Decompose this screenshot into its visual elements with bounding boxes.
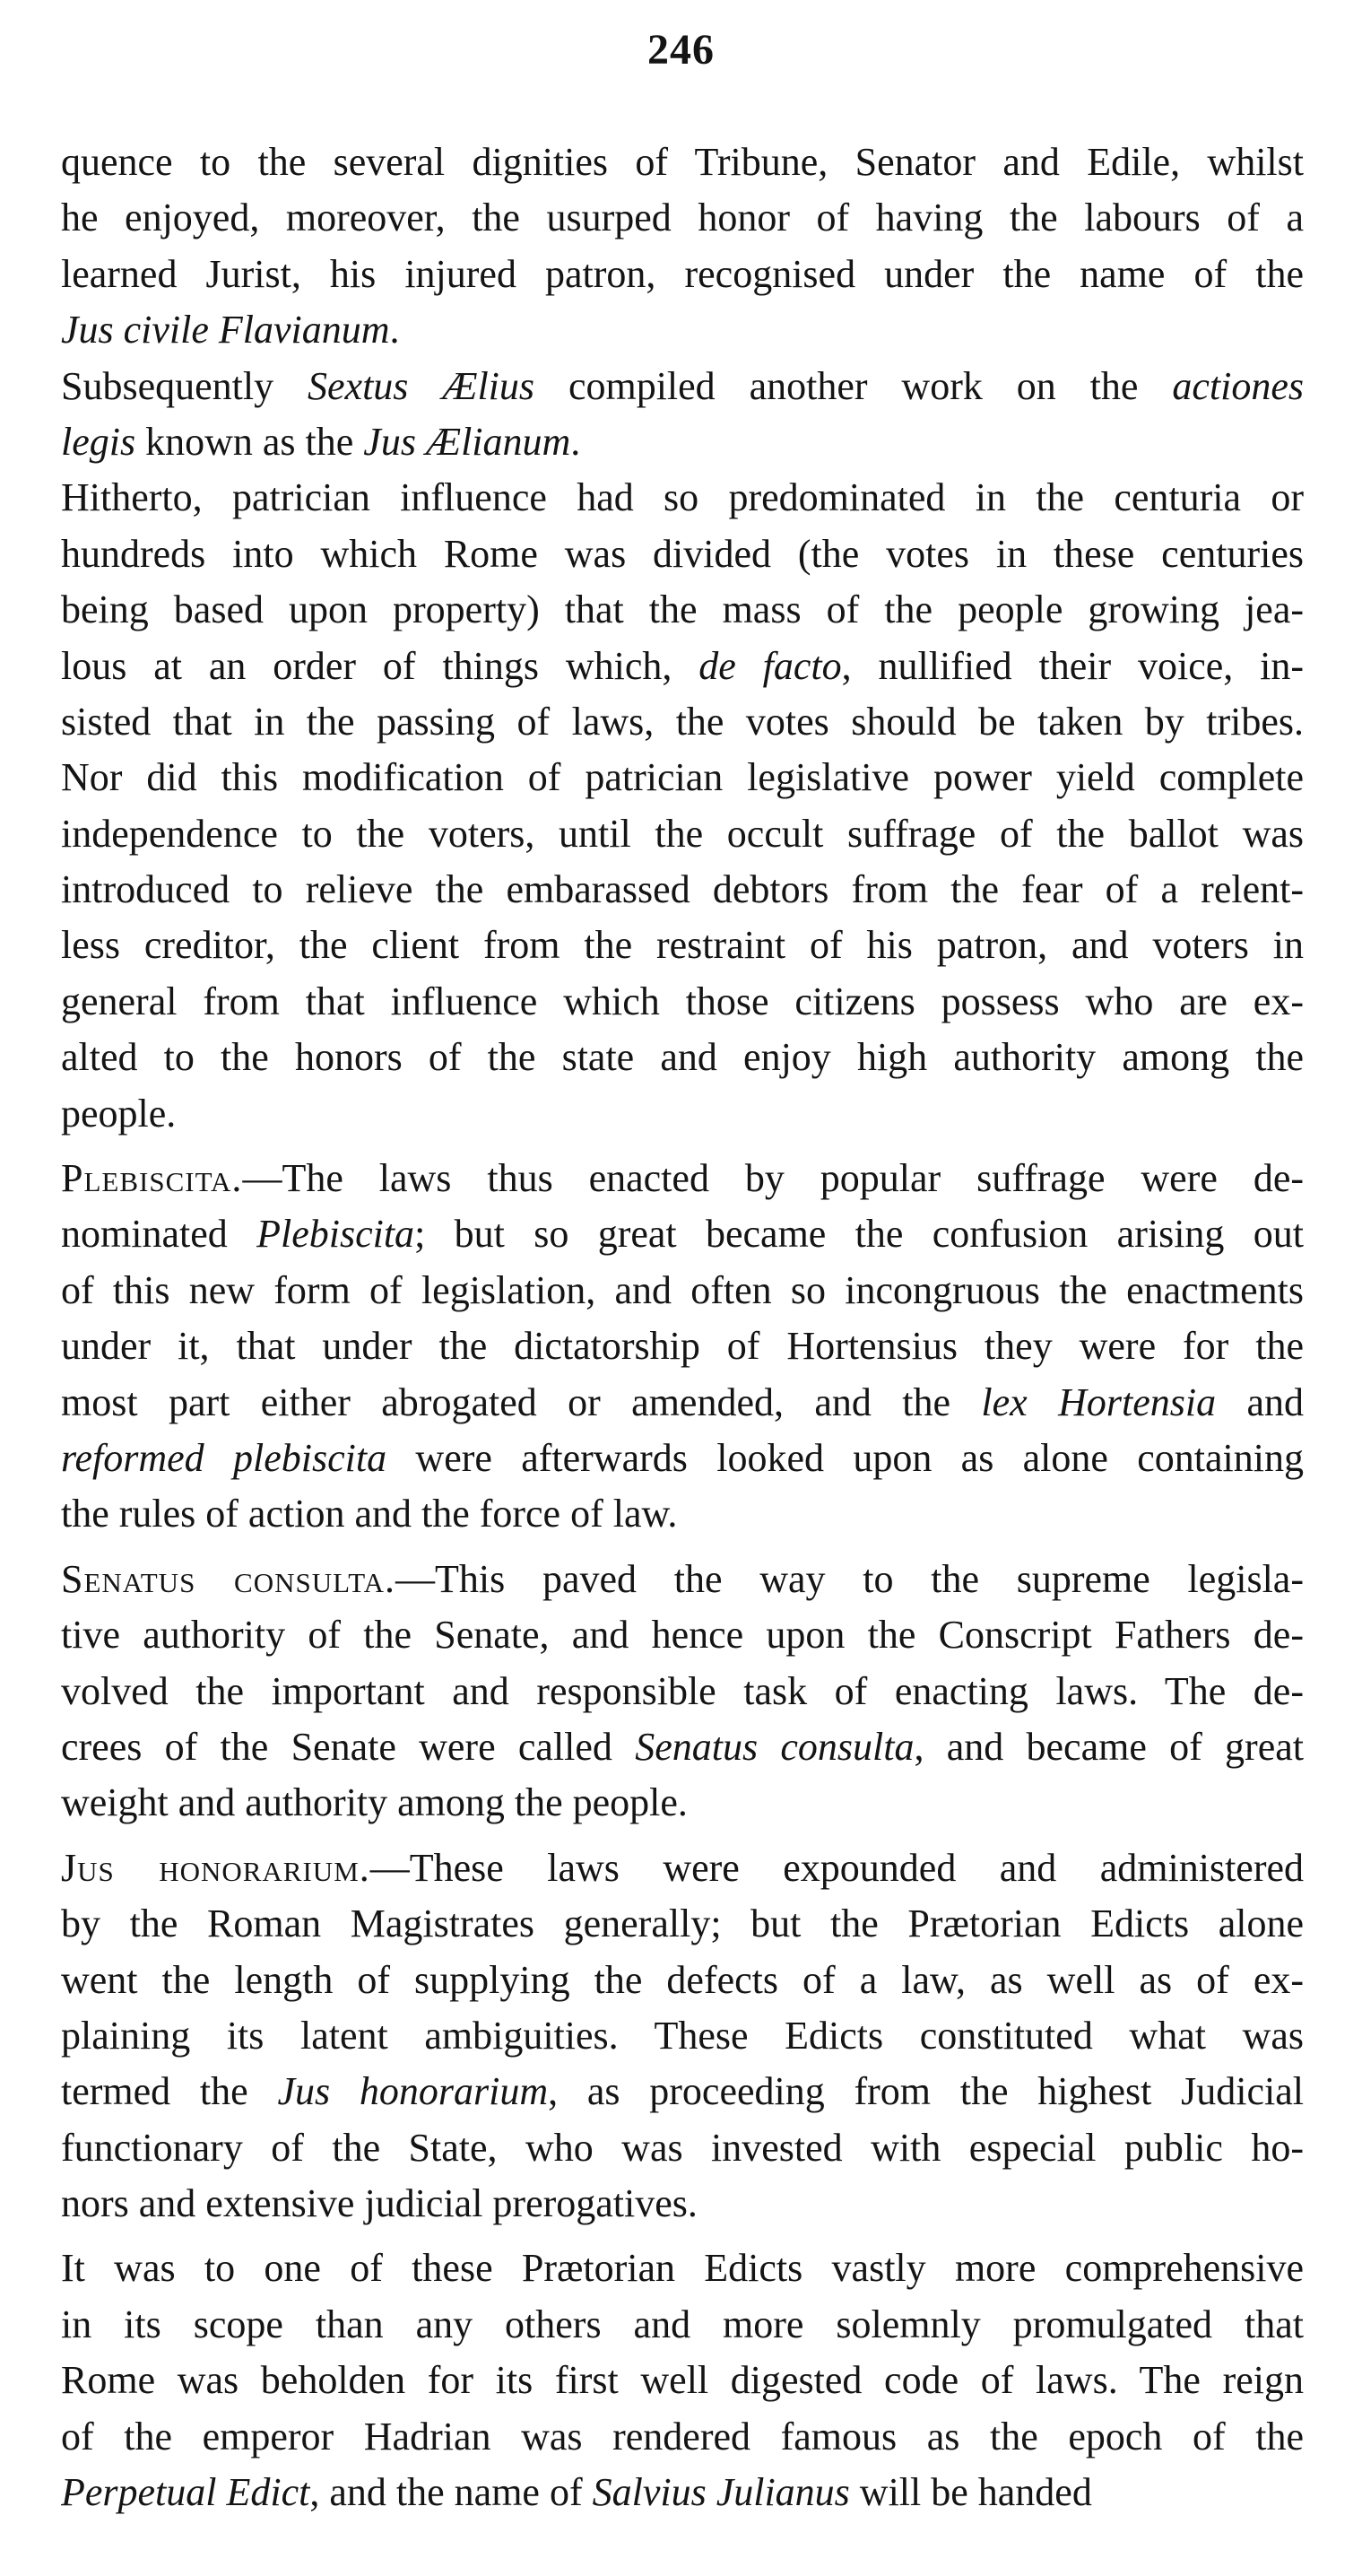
text-segment: —This paved the way to the supreme legisla- <box>395 1556 1304 1601</box>
italic-text: legis <box>61 419 136 464</box>
text-line <box>61 2409 1304 2465</box>
text-segment: volved the important and responsible task of enacting laws. The de- <box>61 1668 1304 1713</box>
italic-text: Senatus consulta <box>635 1724 915 1769</box>
section-heading: Jus honorarium. <box>61 1845 370 1890</box>
section-heading: Plebiscita. <box>61 1156 243 1201</box>
text-line <box>61 2120 1304 2176</box>
text-line <box>61 2241 1304 2296</box>
section-heading: Senatus consulta. <box>61 1556 396 1601</box>
text-line <box>61 2353 1304 2408</box>
italic-text: de facto <box>698 643 842 688</box>
text-line <box>61 582 1304 638</box>
paragraph-gap <box>61 1543 1304 1552</box>
text-segment: , and the name of <box>309 2470 593 2515</box>
text-line <box>61 1318 1304 1374</box>
paragraph-honorarium <box>61 1841 1304 2232</box>
text-line <box>61 1552 1304 1607</box>
text-line <box>61 862 1304 918</box>
text-segment: nors and extensive judicial prerogatives. <box>61 2181 698 2226</box>
text-segment: people. <box>61 1091 177 1136</box>
text-line <box>61 918 1304 973</box>
text-segment: learned Jurist, his injured patron, recognised under the name of the <box>61 251 1304 296</box>
text-segment: went the length of supplying the defects of a law, as well as of ex- <box>61 1957 1304 2002</box>
text-segment: termed the <box>61 2069 278 2114</box>
text-line <box>61 135 1304 190</box>
text-segment: plaining its latent ambiguities. These Edicts constituted what was <box>61 2013 1304 2058</box>
text-line <box>61 302 1304 358</box>
text-segment: sisted that in the passing of laws, the votes should be taken by tribes. <box>61 699 1304 744</box>
text-line <box>61 414 1304 470</box>
text-segment: Rome was beholden for its first well digested code of laws. The reign <box>61 2358 1304 2403</box>
text-line <box>61 1431 1304 1486</box>
text-segment: being based upon property) that the mass of the people growing jea- <box>61 587 1304 632</box>
text-line <box>61 190 1304 246</box>
text-line <box>61 1030 1304 1085</box>
text-line <box>61 2064 1304 2119</box>
italic-text: reformed plebiscita <box>61 1435 387 1480</box>
text-line <box>61 806 1304 862</box>
paragraph-edict <box>61 2241 1304 2520</box>
text-segment: under it, that under the dictatorship of Hortensius they were for the <box>61 1324 1304 1369</box>
text-segment: alted to the honors of the state and enjoy high authority among the <box>61 1035 1304 1080</box>
text-segment: and <box>1216 1379 1304 1424</box>
text-line <box>61 1719 1304 1775</box>
italic-text: Jus Ælianum <box>363 419 571 464</box>
text-segment: crees of the Senate were called <box>61 1724 636 1769</box>
italic-text: Salvius Julianus <box>592 2470 850 2515</box>
text-line <box>61 1086 1304 1142</box>
text-line <box>61 1375 1304 1431</box>
text-segment: Subsequently <box>61 363 308 408</box>
text-segment: lous at an order of things which, <box>61 643 699 688</box>
text-segment: introduced to relieve the embarassed debtors from the fear of a relent- <box>61 867 1304 912</box>
text-segment: —These laws were expounded and administered <box>369 1845 1304 1890</box>
italic-text: Jus civile Flavianum <box>61 308 390 352</box>
page-number: 246 <box>647 26 715 74</box>
text-segment: . <box>570 419 581 464</box>
italic-text: Sextus Ælius <box>308 363 535 408</box>
text-segment: will be handed <box>849 2470 1092 2515</box>
paragraph-gap <box>61 1142 1304 1151</box>
italic-text: actiones <box>1172 363 1304 408</box>
text-segment: by the Roman Magistrates generally; but the Prætorian Edicts alone <box>61 1902 1304 1946</box>
italic-text: lex Hortensia <box>981 1379 1217 1424</box>
text-segment: the rules of action and the force of law. <box>61 1492 678 1536</box>
text-segment: of this new form of legislation, and often so incongruous the enactments <box>61 1267 1304 1312</box>
text-segment: most part either abrogated or amended, and the <box>61 1379 982 1424</box>
text-line <box>61 694 1304 750</box>
italic-text: Jus honorarium <box>277 2069 549 2114</box>
text-line <box>61 1486 1304 1542</box>
paragraph-gap <box>61 1832 1304 1841</box>
text-segment: , as proceeding from the highest Judicial <box>548 2069 1304 2114</box>
text-segment: general from that influence which those citizens possess who are ex- <box>61 979 1304 1023</box>
text-line <box>61 2465 1304 2520</box>
text-segment: known as the <box>135 419 364 464</box>
paragraph-plebiscita <box>61 1151 1304 1543</box>
text-segment: nominated <box>61 1212 257 1257</box>
text-segment: . <box>389 308 400 352</box>
text-line <box>61 2176 1304 2232</box>
paragraph-senatus <box>61 1552 1304 1832</box>
text-segment: of the emperor Hadrian was rendered famous as the epoch of the <box>61 2414 1304 2459</box>
text-line <box>61 974 1304 1030</box>
text-segment: , and became of great <box>914 1724 1304 1769</box>
text-line <box>61 750 1304 805</box>
text-line <box>61 1607 1304 1663</box>
text-segment: Hitherto, patrician influence had so predominated in the centuria or <box>61 475 1304 520</box>
text-segment: functionary of the State, who was invested with especial public ho- <box>61 2125 1304 2170</box>
text-line <box>61 1841 1304 1896</box>
text-line <box>61 1263 1304 1318</box>
paragraph-continuation <box>61 135 1304 359</box>
text-line <box>61 1775 1304 1831</box>
text-segment: It was to one of these Prætorian Edicts vastly more comprehensive <box>61 2246 1304 2291</box>
text-segment: —The laws thus enacted by popular suffrage were de- <box>242 1156 1304 1201</box>
text-segment: weight and authority among the people. <box>61 1780 688 1825</box>
text-segment: were afterwards looked upon as alone containing <box>386 1435 1304 1480</box>
text-line <box>61 2297 1304 2353</box>
text-line <box>61 1206 1304 1262</box>
text-segment: hundreds into which Rome was divided (the votes in these centuries <box>61 531 1304 576</box>
text-segment: compiled another work on the <box>534 363 1173 408</box>
text-segment: quence to the several dignities of Tribune, Senator and Edile, whilst <box>61 140 1304 184</box>
text-segment: independence to the voters, until the occult suffrage of the ballot was <box>61 811 1304 856</box>
text-segment: tive authority of the Senate, and hence upon the Conscript Fathers de- <box>61 1613 1304 1658</box>
text-line <box>61 359 1304 414</box>
paragraph-hitherto <box>61 470 1304 1142</box>
text-segment: ; but so great became the confusion arising out <box>414 1212 1304 1257</box>
text-line <box>61 1896 1304 1952</box>
text-line <box>61 639 1304 694</box>
text-segment: , nullified their voice, in- <box>841 643 1304 688</box>
text-line <box>61 247 1304 302</box>
text-segment: Nor did this modification of patrician legislative power yield complete <box>61 755 1304 800</box>
paragraph-gap <box>61 2232 1304 2241</box>
italic-text: Plebiscita <box>256 1212 415 1257</box>
text-line <box>61 1664 1304 1719</box>
paragraph-aelius <box>61 359 1304 471</box>
italic-text: Perpetual Edict <box>61 2470 310 2515</box>
text-segment: in its scope than any others and more solemnly promulgated that <box>61 2302 1304 2346</box>
text-line <box>61 527 1304 582</box>
text-line <box>61 1151 1304 1206</box>
text-line <box>61 470 1304 526</box>
text-segment: less creditor, the client from the restraint of his patron, and voters in <box>61 923 1304 968</box>
text-line <box>61 2008 1304 2064</box>
body-text <box>61 135 1304 2520</box>
text-line <box>61 1953 1304 2008</box>
text-segment: he enjoyed, moreover, the usurped honor of having the labours of a <box>61 196 1304 240</box>
